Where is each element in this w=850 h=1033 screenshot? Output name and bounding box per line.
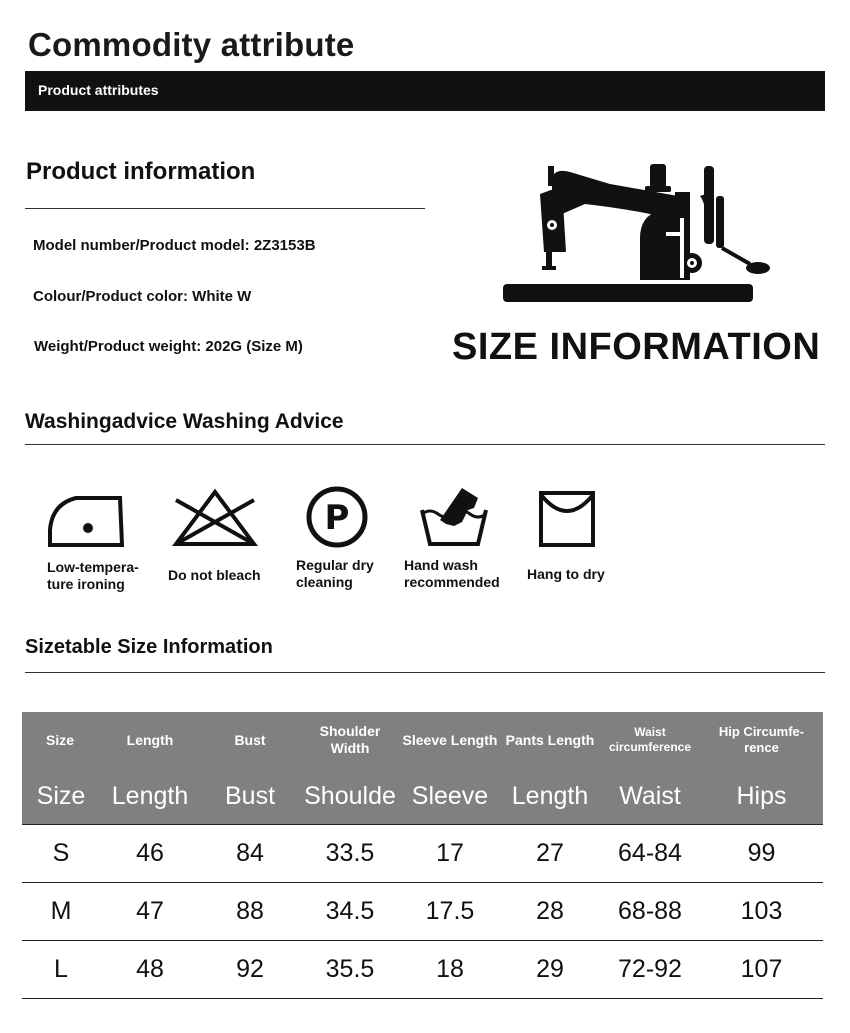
table-cell: 47 bbox=[100, 883, 200, 941]
table-cell: 48 bbox=[100, 941, 200, 999]
table-cell: 72-92 bbox=[600, 941, 700, 999]
table-cell: M bbox=[22, 883, 100, 941]
col-header-waist: Waist circumference bbox=[600, 712, 700, 768]
table-cell: 17 bbox=[400, 825, 500, 883]
col-subheader-waist: Waist bbox=[600, 768, 700, 825]
table-cell: 18 bbox=[400, 941, 500, 999]
table-cell: 28 bbox=[500, 883, 600, 941]
table-cell: 29 bbox=[500, 941, 600, 999]
col-subheader-shoulder: Shoulde bbox=[300, 768, 400, 825]
table-cell: 46 bbox=[100, 825, 200, 883]
attributes-bar-label: Product attributes bbox=[38, 82, 159, 98]
table-cell: 64-84 bbox=[600, 825, 700, 883]
table-row bbox=[22, 941, 823, 999]
product-model-line: Model number/Product model: 2Z3153B bbox=[33, 237, 316, 254]
no-bleach-icon bbox=[170, 488, 260, 548]
dry-clean-p-icon bbox=[304, 484, 370, 550]
table-cell: 35.5 bbox=[300, 941, 400, 999]
page-title: Commodity attribute bbox=[28, 26, 355, 63]
size-table-heading: Sizetable Size Information bbox=[25, 636, 273, 658]
size-table-header-row bbox=[22, 712, 823, 768]
hang-dry-icon bbox=[538, 490, 596, 548]
table-cell: 84 bbox=[200, 825, 300, 883]
sewing-machine-icon bbox=[500, 158, 780, 306]
col-header-pants: Pants Length bbox=[500, 712, 600, 768]
table-row bbox=[22, 883, 823, 941]
table-cell: 103 bbox=[700, 883, 823, 941]
washing-advice-heading: Washingadvice Washing Advice bbox=[25, 410, 344, 433]
product-info-heading: Product information bbox=[26, 158, 256, 185]
col-header-sleeve: Sleeve Length bbox=[400, 712, 500, 768]
col-header-shoulder: Shoulder Width bbox=[300, 712, 400, 768]
table-cell: 17.5 bbox=[400, 883, 500, 941]
col-subheader-sleeve: Sleeve bbox=[400, 768, 500, 825]
col-header-size: Size bbox=[22, 712, 100, 768]
wash-label-hand-wash: Hand wash recommended bbox=[404, 557, 500, 590]
size-table-divider bbox=[25, 672, 825, 673]
washing-advice-divider bbox=[25, 444, 825, 445]
col-subheader-length: Length bbox=[100, 768, 200, 825]
table-cell: S bbox=[22, 825, 100, 883]
table-cell: 99 bbox=[700, 825, 823, 883]
product-color-line: Colour/Product color: White W bbox=[33, 288, 252, 305]
table-cell: 34.5 bbox=[300, 883, 400, 941]
size-information-banner: SIZE INFORMATION bbox=[452, 326, 821, 368]
iron-icon bbox=[46, 490, 126, 550]
table-cell: 88 bbox=[200, 883, 300, 941]
col-subheader-pants: Length bbox=[500, 768, 600, 825]
product-weight-line: Weight/Product weight: 202G (Size M) bbox=[34, 338, 303, 355]
table-cell: 33.5 bbox=[300, 825, 400, 883]
table-cell: 68-88 bbox=[600, 883, 700, 941]
product-info-divider bbox=[25, 208, 425, 209]
wash-label-ironing: Low-tempera- ture ironing bbox=[47, 559, 139, 592]
wash-label-bleach: Do not bleach bbox=[168, 567, 261, 583]
wash-label-dry-clean: Regular dry cleaning bbox=[296, 557, 374, 590]
col-subheader-bust: Bust bbox=[200, 768, 300, 825]
size-table-subheader-row bbox=[22, 768, 823, 825]
svg-text:P: P bbox=[324, 498, 350, 538]
col-header-bust: Bust bbox=[200, 712, 300, 768]
table-row bbox=[22, 825, 823, 883]
wash-label-hang-dry: Hang to dry bbox=[527, 566, 605, 582]
size-table bbox=[22, 712, 823, 999]
table-cell: 27 bbox=[500, 825, 600, 883]
table-cell: L bbox=[22, 941, 100, 999]
col-header-hips: Hip Circumfe-rence bbox=[700, 712, 823, 768]
col-subheader-hips: Hips bbox=[700, 768, 823, 825]
hand-wash-icon bbox=[418, 484, 490, 550]
table-cell: 107 bbox=[700, 941, 823, 999]
col-header-length: Length bbox=[100, 712, 200, 768]
attributes-bar bbox=[25, 71, 825, 111]
col-subheader-size: Size bbox=[22, 768, 100, 825]
table-cell: 92 bbox=[200, 941, 300, 999]
